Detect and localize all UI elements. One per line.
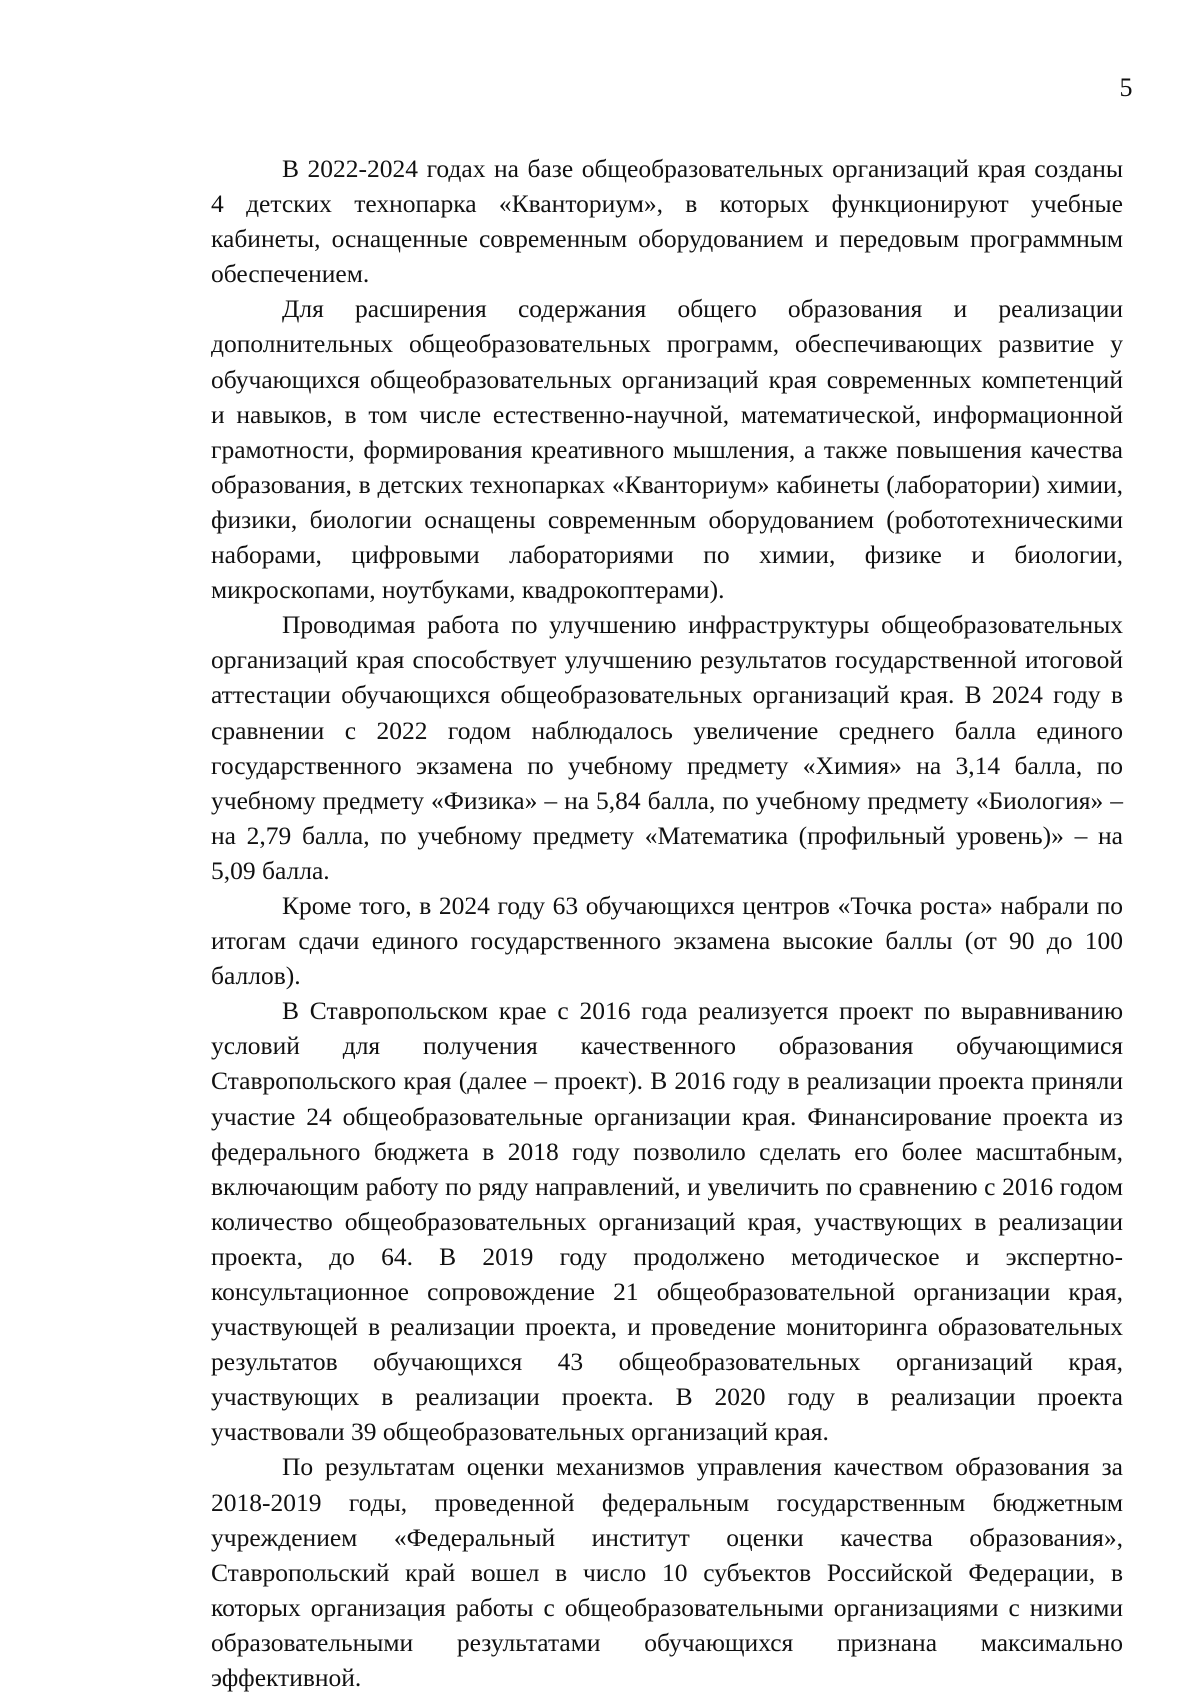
paragraph-kvantorium-parks: В 2022-2024 годах на базе общеобразовательных организаций края созданы 4 детских технопарка «Кванториум», в которых функционируют учебные кабинеты, оснащенные современным оборудованием и передовым программным обеспечением. <box>211 154 1123 289</box>
paragraph-exam-results: Проводимая работа по улучшению инфраструктуры общеобразовательных организаций края способствует улучшению результатов государственной итоговой аттестации обучающихся общеобразовательных организаций края. В 2024 году в сравнении с 2022 годом наблюдалось увеличение среднего балла единого государственного экзамена по учебному предмету «Химия» на 3,14 балла, по учебному предмету «Физика» – на 5,84 балла, по учебному предмету «Биология» – на 2,79 балла, по учебному предмету «Математика (профильный уровень)» – на 5,09 балла. <box>211 610 1123 885</box>
document-body <box>211 151 1123 1695</box>
paragraph-equalization-project: В Ставропольском крае с 2016 года реализуется проект по выравниванию условий для получения качественного образования обучающимися Ставропольского края (далее – проект). В 2016 году в реализации проекта приняли участие 24 общеобразовательные организации края. Финансирование проекта из федерального бюджета в 2018 году позволило сделать его более масштабным, включающим работу по ряду направлений, и увеличить по сравнению с 2016 годом количество общеобразовательных организаций края, участвующих в реализации проекта, до 64. В 2019 году продолжено методическое и экспертно-консультационное сопровождение 21 общеобразовательной организации края, участвующей в реализации проекта, и проведение мониторинга образовательных результатов обучающихся 43 общеобразовательных организаций края, участвующих в реализации проекта. В 2020 году в реализации проекта участвовали 39 общеобразовательных организаций края. <box>211 996 1123 1447</box>
page-number: 5 <box>1119 73 1133 102</box>
paragraph-tochka-rosta: Кроме того, в 2024 году 63 обучающихся центров «Точка роста» набрали по итогам сдачи единого государственного экзамена высокие баллы (от 90 до 100 баллов). <box>211 890 1123 991</box>
paragraph-lab-equipment: Для расширения содержания общего образования и реализации дополнительных общеобразовательных программ, обеспечивающих развитие у обучающихся общеобразовательных организаций края современных компетенций и навыков, в том числе естественно-научной, математической, информационной грамотности, формирования креативного мышления, а также повышения качества образования, в детских технопарках «Кванториум» кабинеты (лаборатории) химии, физики, биологии оснащены современным оборудованием (робототехническими наборами, цифровыми лабораториями по химии, физике и биологии, микроскопами, ноутбуками, квадрокоптерами). <box>211 294 1123 605</box>
paragraph-quality-assessment: По результатам оценки механизмов управления качеством образования за 2018-2019 годы, проведенной федеральным государственным бюджетным учреждением «Федеральный институт оценки качества образования», Ставропольский край вошел в число 10 субъектов Российской Федерации, в которых организация работы с общеобразовательными организациями с низкими образовательными результатами обучающихся признана максимально эффективной. <box>211 1452 1123 1693</box>
